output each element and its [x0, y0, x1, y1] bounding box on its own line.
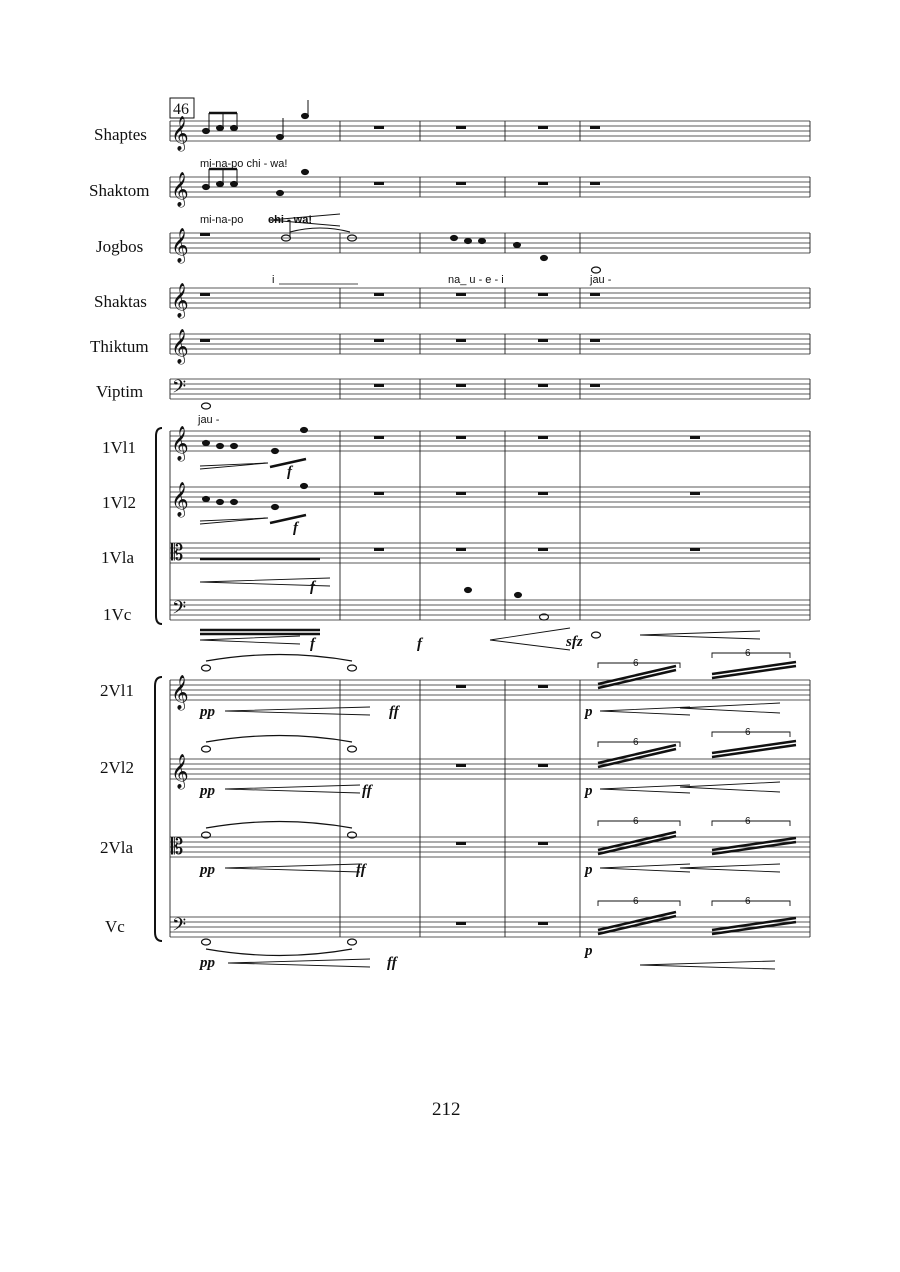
dynamic-mark: pp	[200, 704, 215, 720]
dynamic-mark: ff	[387, 955, 397, 971]
staff-label-1vc: 1Vc	[103, 605, 132, 624]
dynamic-mark: f	[287, 464, 292, 480]
staff-viptim	[170, 379, 810, 399]
dynamic-mark: ff	[362, 783, 372, 799]
tuplet-brackets	[598, 653, 790, 906]
staff-label-shaktom: Shaktom	[89, 181, 150, 200]
staff-label-vc: Vc	[105, 917, 125, 936]
staff-label-viptim: Viptim	[96, 382, 144, 401]
staff-label-shaktas: Shaktas	[94, 292, 147, 311]
bass-clef-icon: 𝄢	[172, 377, 187, 402]
dynamic-mark: sfz	[566, 634, 583, 650]
lyric-viptim: jau -	[198, 414, 220, 426]
staff-jogbos	[170, 233, 810, 253]
bass-clef-icon: 𝄢	[172, 598, 187, 623]
staff-label-2vla: 2Vla	[100, 838, 134, 857]
tuplet-number: 6	[745, 896, 751, 907]
treble-clef-icon: 𝄞	[171, 754, 189, 789]
staff-label-1vla: 1Vla	[101, 548, 135, 567]
voice-notes	[202, 100, 601, 409]
dynamic-mark: p	[585, 943, 593, 959]
staff-1vc	[170, 600, 810, 620]
lyric-jogbos-1: i	[272, 274, 275, 286]
dynamic-mark: pp	[200, 862, 215, 878]
treble-clef-icon: 𝄞	[171, 426, 189, 461]
lyric-shaktom-1: mi-na-po	[200, 214, 244, 226]
staff-label-thiktum: Thiktum	[90, 337, 149, 356]
tuplet-number: 6	[745, 727, 751, 738]
staff-shaktom	[170, 177, 810, 197]
bass-clef-icon: 𝄢	[172, 915, 187, 940]
dynamic-mark: f	[417, 636, 422, 652]
staff-2vl1	[170, 680, 810, 700]
tuplet-number: 6	[633, 658, 639, 669]
staff-2vl2	[170, 759, 810, 779]
staff-label-1vl1: 1Vl1	[102, 438, 136, 457]
treble-clef-icon: 𝄞	[171, 283, 189, 318]
tuplet-number: 6	[633, 896, 639, 907]
lyric-shaktom-2: chi - wa!	[268, 214, 313, 226]
staff-label-2vl2: 2Vl2	[100, 758, 134, 777]
lyric-jogbos-3: jau -	[590, 274, 612, 286]
bracket-group-2	[155, 677, 162, 941]
tuplet-number: 6	[633, 816, 639, 827]
staff-1vl1	[170, 431, 810, 451]
lyric-jogbos-2: na_ u - e - i	[448, 274, 504, 286]
lyric-shaptes: mi-na-po chi - wa!	[200, 158, 288, 170]
staff-label-jogbos: Jogbos	[96, 237, 144, 256]
treble-clef-icon: 𝄞	[171, 482, 189, 517]
staff-shaktas	[170, 288, 810, 308]
staff-1vl2	[170, 487, 810, 507]
staff-label-1vl2: 1Vl2	[102, 493, 136, 512]
hairpins	[200, 214, 780, 969]
dynamic-mark: p	[585, 862, 593, 878]
dynamic-mark: pp	[200, 955, 215, 971]
dynamic-mark: p	[585, 783, 593, 799]
staff-thiktum	[170, 334, 810, 354]
staff-shaptes	[170, 121, 810, 141]
alto-clef-icon: 𝄡	[171, 541, 184, 566]
treble-clef-icon: 𝄞	[171, 675, 189, 710]
strings-group1-notes	[200, 427, 601, 638]
treble-clef-icon: 𝄞	[171, 228, 189, 263]
dynamic-mark: pp	[200, 783, 215, 799]
staff-label-2vl1: 2Vl1	[100, 681, 134, 700]
staff-label-shaptes: Shaptes	[94, 125, 147, 144]
treble-clef-icon: 𝄞	[171, 172, 189, 207]
dynamic-mark: p	[585, 704, 593, 720]
tuplet-number: 6	[745, 816, 751, 827]
page-number: 212	[432, 1099, 461, 1120]
dynamic-mark: ff	[389, 704, 399, 720]
dynamic-mark: ff	[356, 862, 366, 878]
rehearsal-mark: 46	[173, 101, 189, 118]
measure-rests	[200, 126, 700, 925]
dynamic-mark: f	[310, 579, 315, 595]
bracket-group-1	[156, 428, 162, 624]
dynamic-mark: f	[310, 636, 315, 652]
dynamic-mark: f	[293, 520, 298, 536]
treble-clef-icon: 𝄞	[171, 329, 189, 364]
tuplet-number: 6	[633, 737, 639, 748]
treble-clef-icon: 𝄞	[171, 116, 189, 151]
alto-clef-icon: 𝄡	[171, 835, 184, 860]
tuplet-number: 6	[745, 648, 751, 659]
sextuplet-runs	[598, 662, 796, 934]
